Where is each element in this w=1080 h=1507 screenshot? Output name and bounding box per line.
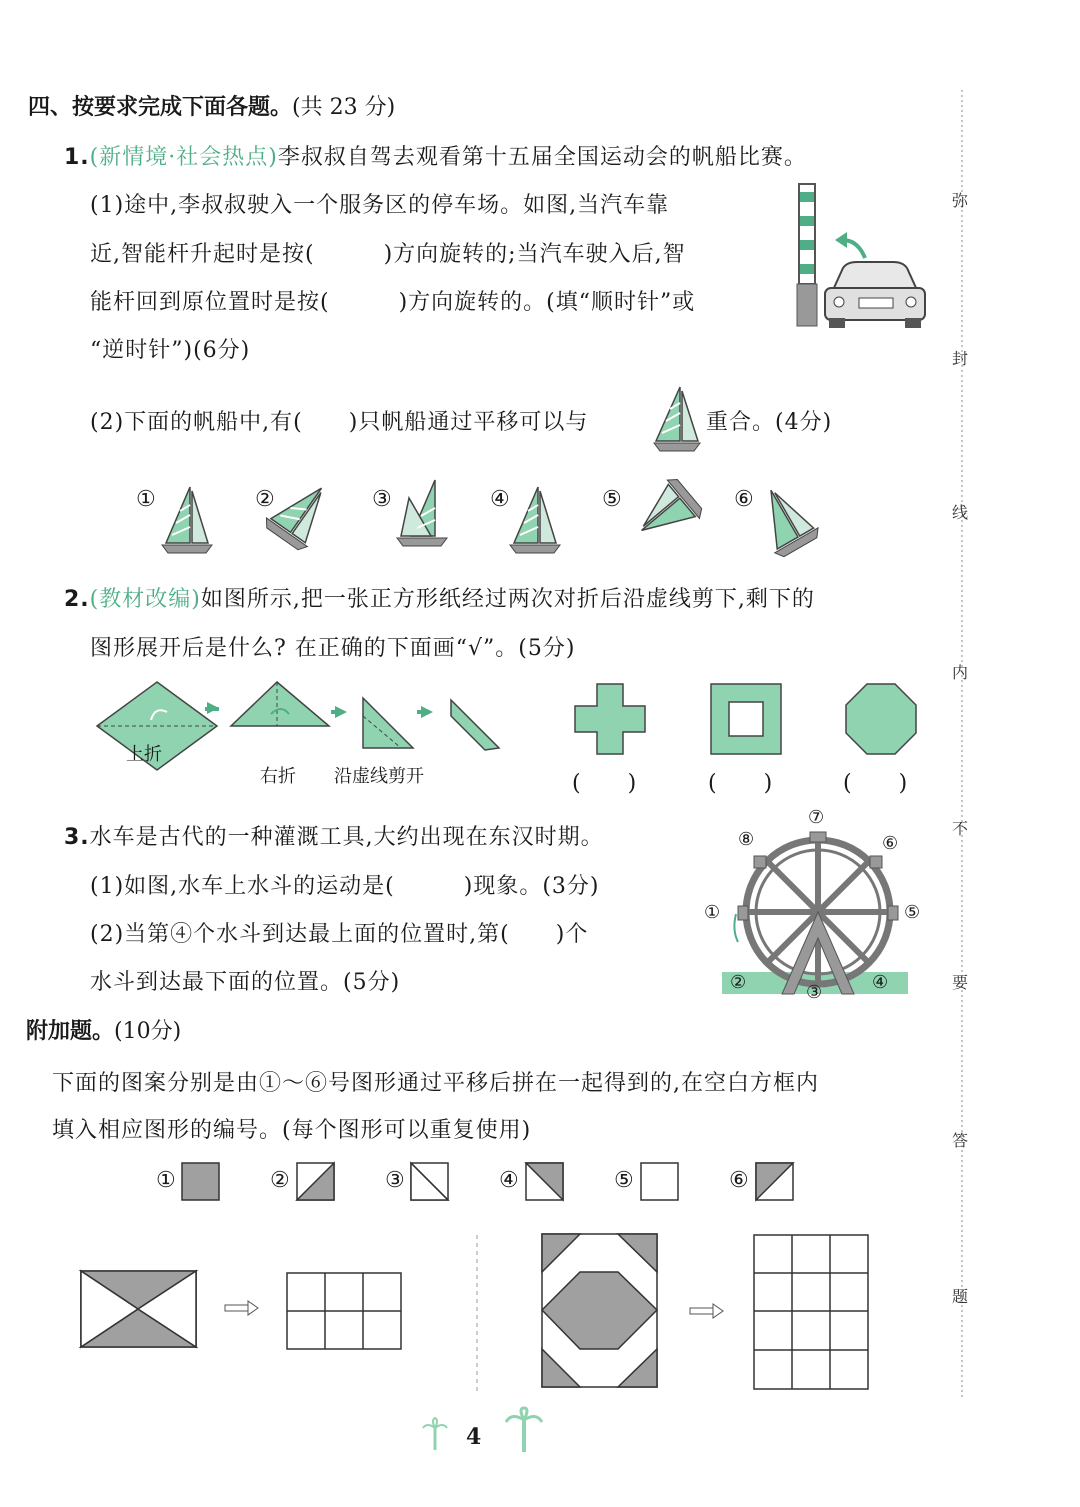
boat-label-5: ⑤: [602, 487, 622, 512]
q3-p2: (2)当第④个水斗到达最上面的位置时,第( )个: [90, 922, 589, 947]
tile-6-top-left-triangle: [755, 1162, 795, 1202]
q3-p2b: 水斗到达最下面的位置。(5分): [90, 970, 401, 995]
q2-number: 2.: [64, 587, 90, 612]
sailboat-option-5: [628, 476, 698, 538]
cut-label: 沿虚线剪开: [334, 766, 424, 787]
side-char-6: 要: [952, 973, 969, 992]
q1-p2-right: 重合。(4分): [706, 410, 833, 435]
tile-2-bottom-right-triangle: [296, 1162, 336, 1202]
tile-4-top-right-triangle: [525, 1162, 565, 1202]
dashed-divider: [475, 1235, 479, 1395]
q1-text: 李叔叔自驾去观看第十五届全国运动会的帆船比赛。: [277, 145, 807, 170]
side-char-5: 不: [952, 819, 969, 838]
pattern-bowtie: [80, 1270, 198, 1350]
arrow-right-icon: [689, 1303, 725, 1319]
palm-decoration-icon: [506, 1408, 542, 1454]
boat-label-3: ③: [372, 487, 392, 512]
sailboat-option-3: [395, 478, 451, 548]
q1-tag: (新情境·社会热点): [89, 145, 278, 170]
side-char-2: 封: [952, 349, 969, 368]
bucket-label-3: ③: [806, 982, 823, 1003]
bucket-label-6: ⑥: [882, 833, 899, 854]
answer-grid-2x3[interactable]: [286, 1272, 402, 1350]
q3-line1: 水车是古代的一种灌溉工具,大约出现在东汉时期。: [89, 825, 604, 850]
boat-label-6: ⑥: [734, 487, 754, 512]
q1-p1-line4: “逆时针”)(6分): [90, 338, 251, 363]
bucket-label-1: ①: [704, 902, 721, 923]
q1-number: 1.: [64, 145, 90, 170]
answer-paren-square[interactable]: ( ): [708, 771, 774, 796]
side-char-4: 内: [952, 663, 969, 682]
q3-p1: (1)如图,水车上水斗的运动是( )现象。(3分): [90, 874, 600, 899]
bucket-label-8: ⑧: [738, 829, 755, 850]
section-heading: 四、按要求完成下面各题。: [28, 95, 293, 120]
sealing-line: [960, 90, 964, 1400]
q1-p2-left: (2)下面的帆船中,有( )只帆船通过平移可以与: [90, 410, 589, 435]
arrow-right-icon: [224, 1300, 260, 1316]
q2-tag: (教材改编): [89, 587, 201, 612]
bonus-heading: 附加题。: [26, 1019, 115, 1044]
option-cross-shape: [573, 682, 647, 756]
option-octagon-shape: [844, 682, 918, 756]
pattern-hexagon: [541, 1233, 659, 1389]
q2-line2: 图形展开后是什么? 在正确的下面画“√”。(5分): [90, 636, 576, 661]
bucket-label-5: ⑤: [904, 902, 921, 923]
q2-line1: 如图所示,把一张正方形纸经过两次对折后沿虚线剪下,剩下的: [200, 587, 815, 612]
tile-label-4: ④: [499, 1168, 519, 1193]
answer-grid-4x3[interactable]: [753, 1234, 869, 1390]
fold-up-label: 上折: [126, 744, 162, 765]
sailboat-option-2: [272, 478, 334, 548]
tile-label-6: ⑥: [729, 1168, 749, 1193]
page-number: 4: [466, 1424, 482, 1450]
palm-decoration-icon: [423, 1418, 447, 1452]
q1-p1-line1: (1)途中,李叔叔驶入一个服务区的停车场。如图,当汽车靠: [90, 193, 670, 218]
tile-1-full-gray: [181, 1162, 221, 1202]
tile-label-5: ⑤: [614, 1168, 634, 1193]
sailboat-option-4: [508, 485, 564, 553]
bucket-label-4: ④: [872, 972, 889, 993]
side-char-7: 答: [952, 1131, 969, 1150]
bonus-line1: 下面的图案分别是由①～⑥号图形通过平移后拼在一起得到的,在空白方框内: [52, 1071, 819, 1096]
sailboat-option-1: [160, 485, 216, 553]
boat-label-1: ①: [136, 487, 156, 512]
bonus-line2: 填入相应图形的编号。(每个图形可以重复使用): [52, 1118, 532, 1143]
tile-5-blank: [640, 1162, 680, 1202]
fold-right-label: 右折: [260, 766, 296, 787]
tile-label-2: ②: [270, 1168, 290, 1193]
q1-p1-line3: 能杆回到原位置时是按( )方向旋转的。(填“顺时针”或: [90, 290, 696, 315]
bonus-score: (10分): [114, 1019, 182, 1044]
section-score: (共 23 分): [292, 95, 396, 120]
answer-paren-cross[interactable]: ( ): [572, 771, 638, 796]
q3-number: 3.: [64, 825, 90, 850]
tile-label-3: ③: [385, 1168, 405, 1193]
q1-p1-line2: 近,智能杆升起时是按( )方向旋转的;当汽车驶入后,智: [90, 242, 686, 267]
side-char-1: 弥: [952, 191, 969, 210]
option-square-frame-shape: [709, 682, 783, 756]
bucket-label-7: ⑦: [808, 807, 825, 828]
tile-label-1: ①: [156, 1168, 176, 1193]
side-char-8: 题: [952, 1287, 969, 1306]
reference-sailboat: [652, 385, 702, 453]
tile-3-bottom-left-triangle: [410, 1162, 450, 1202]
boat-label-2: ②: [255, 487, 275, 512]
boat-label-4: ④: [490, 487, 510, 512]
bucket-label-2: ②: [730, 972, 747, 993]
sailboat-option-6: [757, 482, 819, 552]
answer-paren-octagon[interactable]: ( ): [843, 771, 909, 796]
barrier-car-illustration: [795, 180, 935, 330]
side-char-3: 线: [952, 503, 969, 522]
